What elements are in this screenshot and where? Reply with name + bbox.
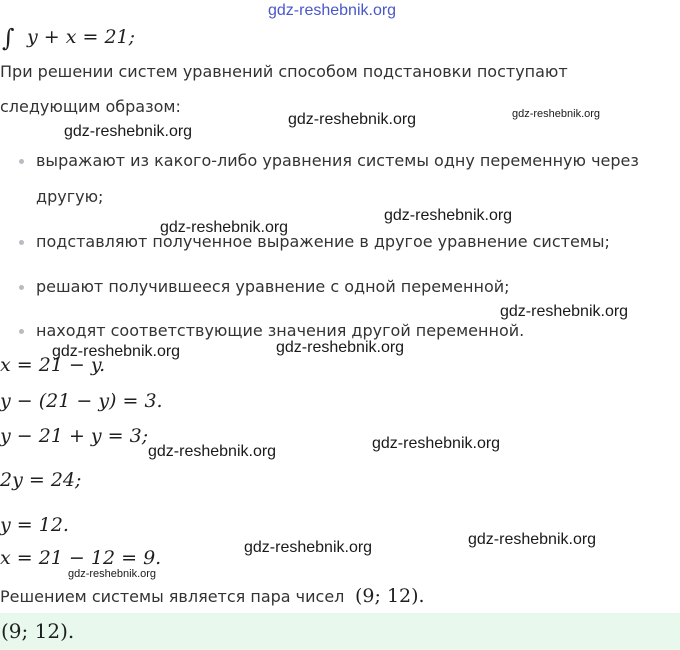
integral-sign: ∫	[2, 24, 15, 52]
watermark: gdz-reshebnik.org	[268, 2, 397, 19]
bullet-icon	[19, 159, 24, 164]
bullet-icon	[19, 329, 24, 334]
bullet-icon	[19, 285, 24, 290]
intro-line-2: следующим образом:	[0, 97, 181, 116]
bullet-icon	[19, 240, 24, 245]
watermark: gdz-reshebnik.org	[384, 207, 513, 224]
solution-eq-5: y = 12.	[0, 514, 69, 536]
watermark: gdz-reshebnik.org	[244, 539, 373, 556]
watermark: gdz-reshebnik.org	[468, 531, 597, 548]
intro-line-1: При решении систем уравнений способом подстановки поступают	[0, 62, 568, 81]
watermark: gdz-reshebnik.org	[160, 219, 289, 236]
answer-value: (9; 12).	[1, 619, 75, 643]
step-4: находят соответствующие значения другой переменной.	[36, 321, 525, 340]
watermark: gdz-reshebnik.org	[372, 435, 501, 452]
solution-eq-4: 2y = 24;	[0, 469, 82, 491]
watermark: gdz-reshebnik.org	[288, 111, 417, 128]
system-equation: y + x = 21;	[27, 26, 136, 48]
step-1-line-1: выражают из какого-либо уравнения системы одну переменную через	[36, 151, 639, 170]
solution-eq-2: y − (21 − y) = 3.	[0, 390, 163, 412]
solution-eq-1: x = 21 − y.	[0, 354, 106, 376]
conclusion-text: Решением системы является пара чисел	[0, 587, 345, 606]
solution-eq-3: y − 21 + y = 3;	[0, 425, 149, 447]
step-2: подставляют полученное выражение в другое уравнение системы;	[36, 232, 610, 251]
step-1-line-2: другую;	[36, 187, 104, 206]
solution-eq-6: x = 21 − 12 = 9.	[0, 547, 162, 569]
conclusion-pair: (9; 12).	[355, 585, 425, 607]
watermark: gdz-reshebnik.org	[52, 343, 181, 360]
watermark: gdz-reshebnik.org	[500, 303, 629, 320]
watermark: gdz-reshebnik.org	[512, 108, 601, 120]
watermark: gdz-reshebnik.org	[68, 568, 157, 580]
watermark: gdz-reshebnik.org	[276, 339, 405, 356]
watermark: gdz-reshebnik.org	[64, 123, 193, 140]
watermark: gdz-reshebnik.org	[148, 443, 277, 460]
answer-box	[0, 613, 680, 650]
step-3: решают получившееся уравнение с одной переменной;	[36, 277, 510, 296]
